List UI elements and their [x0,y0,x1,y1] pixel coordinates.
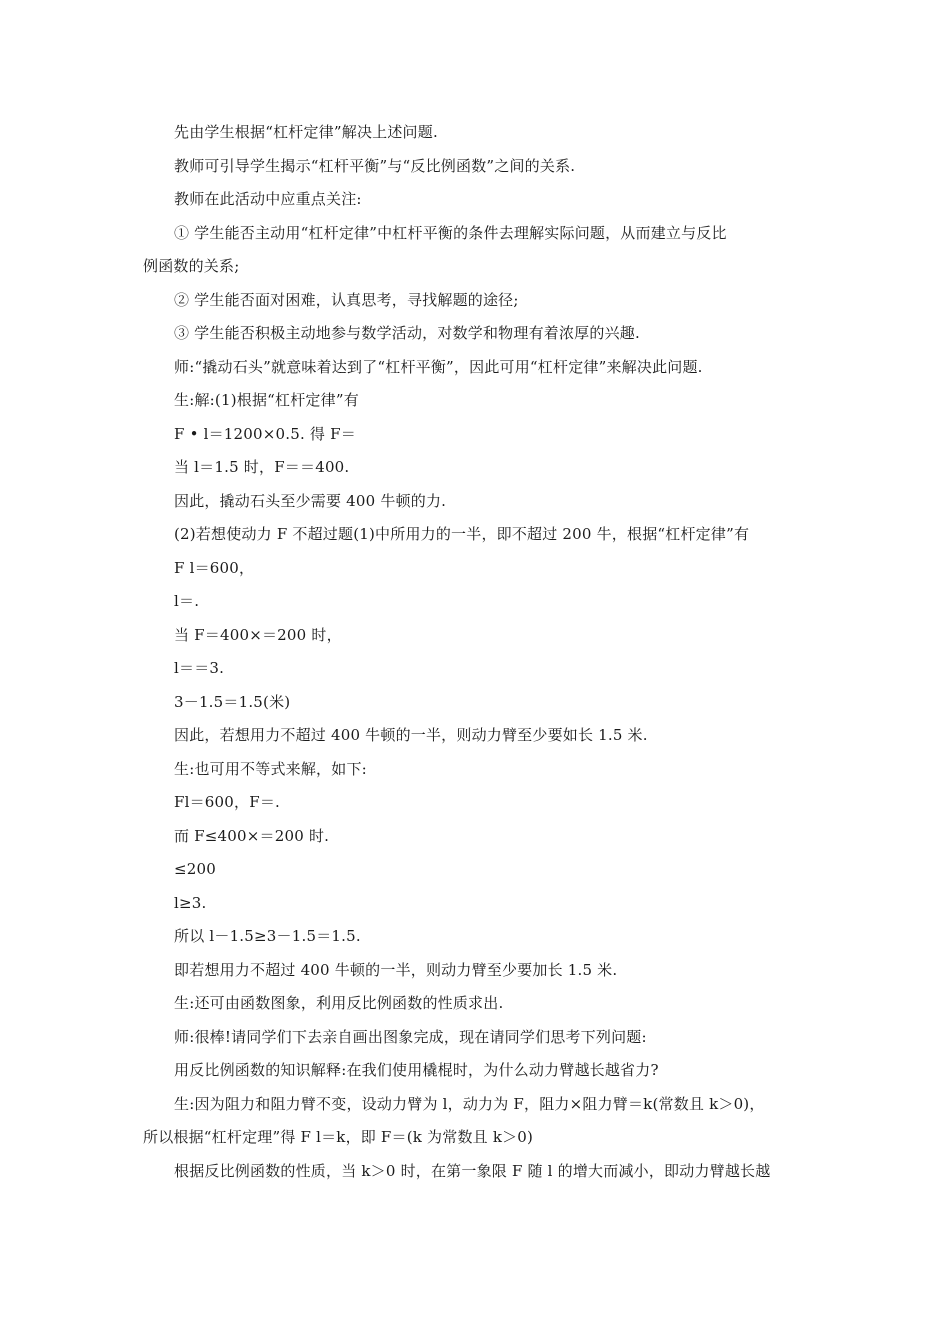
document-body [143,116,823,1188]
text-line: 而 F≤400×＝200 时. [174,826,330,845]
text-line: 所以根据“杠杆定理”得 F l＝k，即 F＝(k 为常数且 k＞0) [143,1128,534,1146]
text-line: l≥3. [174,893,207,912]
text-line: Fl＝600，F＝. [174,793,281,811]
text-line: 教师可引导学生揭示“杠杆平衡”与“反比例函数”之间的关系. [174,156,576,175]
text-line: 根据反比例函数的性质，当 k＞0 时，在第一象限 F 随 l 的增大而减小，即动力臂越长越 [174,1161,771,1180]
text-line: 3－1.5＝1.5(米) [174,692,291,711]
text-line: 师:很棒!请同学们下去亲自画出图象完成，现在请同学们思考下列问题: [174,1027,647,1046]
text-line: l＝＝3. [174,659,225,677]
text-line: 当 l＝1.5 时，F＝＝400. [174,458,350,476]
text-line: ≤200 [174,860,216,878]
text-line: 即若想用力不超过 400 牛顿的一半，则动力臂至少要加长 1.5 米. [174,960,618,979]
text-line: l＝. [174,592,200,610]
text-line: 因此，若想用力不超过 400 牛顿的一半，则动力臂至少要如长 1.5 米. [174,726,648,744]
text-line: 当 F＝400×＝200 时， [174,625,342,644]
text-line: 所以 l－1.5≥3－1.5＝1.5. [174,927,361,945]
text-line: F l＝600， [174,558,255,577]
text-line: (2)若想使动力 F 不超过题(1)中所用力的一半，即不超过 200 牛，根据“杠杆定律”有 [174,525,750,543]
text-line: 生:也可用不等式来解，如下: [174,759,367,778]
text-line: ① 学生能否主动用“杠杆定律”中杠杆平衡的条件去理解实际问题，从而建立与反比 [174,223,727,242]
text-line: 用反比例函数的知识解释:在我们使用橇棍时，为什么动力臂越长越省力? [174,1061,659,1079]
text-line: 例函数的关系; [143,257,240,275]
text-line: 师:“撬动石头”就意味着达到了“杠杆平衡”，因此可用“杠杆定律”来解决此问题. [174,357,703,376]
text-line: ③ 学生能否积极主动地参与数学活动，对数学和物理有着浓厚的兴趣. [174,324,640,342]
text-line: 因此，撬动石头至少需要 400 牛顿的力. [174,491,447,510]
text-line: 生:还可由函数图象，利用反比例函数的性质求出. [174,994,504,1012]
text-line: F • l＝1200×0.5. 得 F＝ [174,424,356,443]
text-line: 教师在此活动中应重点关注: [174,190,362,208]
text-line: 先由学生根据“杠杆定律”解决上述问题. [174,123,438,141]
text-line: 生:解:(1)根据“杠杆定律”有 [174,391,359,409]
text-line: 生:因为阻力和阻力臂不变，设动力臂为 l，动力为 F，阻力×阻力臂＝k(常数且 k＞0)， [174,1094,765,1113]
text-line: ② 学生能否面对困难，认真思考，寻找解题的途径; [174,290,519,309]
